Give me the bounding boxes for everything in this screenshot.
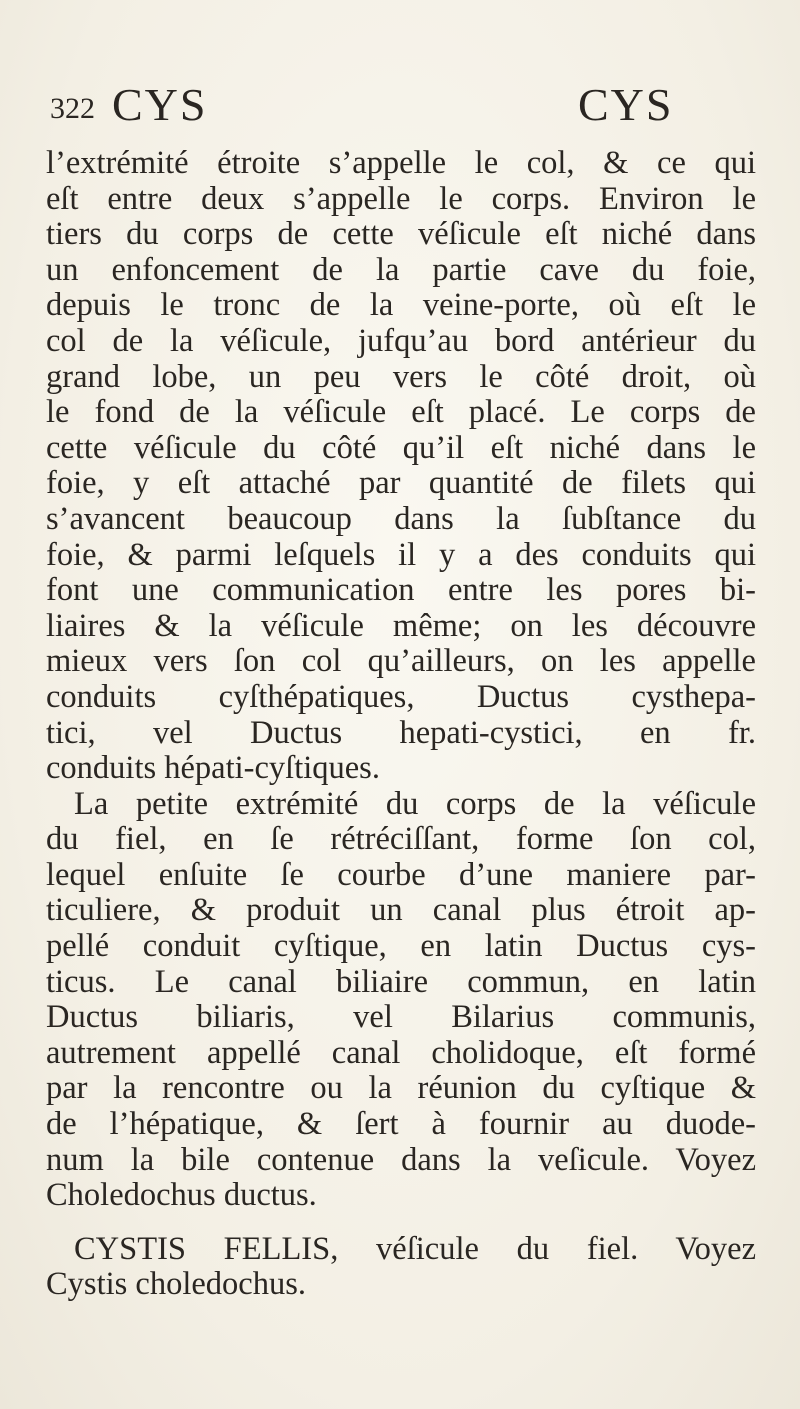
text-line: un enfoncement de la partie cave du foie, — [46, 251, 756, 288]
text-line: conduits cyſthépatiques, Ductus cysthepa- — [46, 678, 756, 715]
text-line: autrement appellé canal cholidoque, eſt formé — [46, 1034, 756, 1071]
text-line: Choledochus ductus. — [46, 1177, 317, 1214]
text-line: Ductus biliaris, vel Bilarius communis, — [46, 999, 756, 1036]
text-line: conduits hépati-cyſtiques. — [46, 750, 380, 787]
text-line: mieux vers ſon col qu’ailleurs, on les appelle — [46, 643, 756, 680]
page-number: 322 — [50, 92, 95, 125]
text-line: liaires & la véſicule même; on les découvre — [46, 607, 756, 644]
running-header — [50, 78, 770, 138]
text-line: s’avancent beaucoup dans la ſubſtance du — [46, 500, 756, 537]
text-line: l’extrémité étroite s’appelle le col, & ce qui — [46, 145, 756, 181]
text-line: cette véſicule du côté qu’il eſt niché dans le — [46, 429, 756, 466]
text-line: lequel enſuite ſe courbe d’une maniere par- — [46, 856, 756, 893]
paragraph-start-line: La petite extrémité du corps de la véſicule — [74, 785, 756, 822]
text-line: eſt entre deux s’appelle le corps. Environ le — [46, 180, 756, 217]
text-line: tiers du corps de cette véſicule eſt niché dans — [46, 216, 756, 253]
text-line: par la rencontre ou la réunion du cyſtique & — [46, 1070, 756, 1107]
text-line: font une communication entre les pores bi- — [46, 572, 756, 609]
entry-text — [46, 146, 756, 1303]
text-line: foie, & parmi leſquels il y a des conduits qui — [46, 536, 756, 573]
left-running-head: CYS — [112, 79, 208, 130]
text-line: du fiel, en ſe rétréciſſant, forme ſon col, — [46, 821, 756, 858]
text-line: ticus. Le canal biliaire commun, en latin — [46, 963, 756, 1000]
text-line: grand lobe, un peu vers le côté droit, où — [46, 358, 756, 395]
text-line: foie, y eſt attaché par quantité de filets qui — [46, 465, 756, 502]
text-line: ticuliere, & produit un canal plus étroit ap- — [46, 892, 756, 929]
text-line: col de la véſicule, jufqu’au bord antérieur du — [46, 322, 756, 359]
text-line: pellé conduit cyſtique, en latin Ductus cys- — [46, 928, 756, 965]
text-line: tici, vel Ductus hepati-cystici, en fr. — [46, 714, 756, 751]
text-line: num la bile contenue dans la veſicule. Voyez — [46, 1141, 756, 1178]
text-line: depuis le tronc de la veine-porte, où eſt le — [46, 287, 756, 324]
text-line: le fond de la véſicule eſt placé. Le corps de — [46, 394, 756, 431]
text-line: de l’hépatique, & ſert à fournir au duode- — [46, 1106, 756, 1143]
text-line: Cystis choledochus. — [46, 1266, 306, 1303]
entry-headword-line: CYSTIS FELLIS, véſicule du fiel. Voyez — [74, 1230, 756, 1267]
right-running-head: CYS — [578, 79, 674, 130]
